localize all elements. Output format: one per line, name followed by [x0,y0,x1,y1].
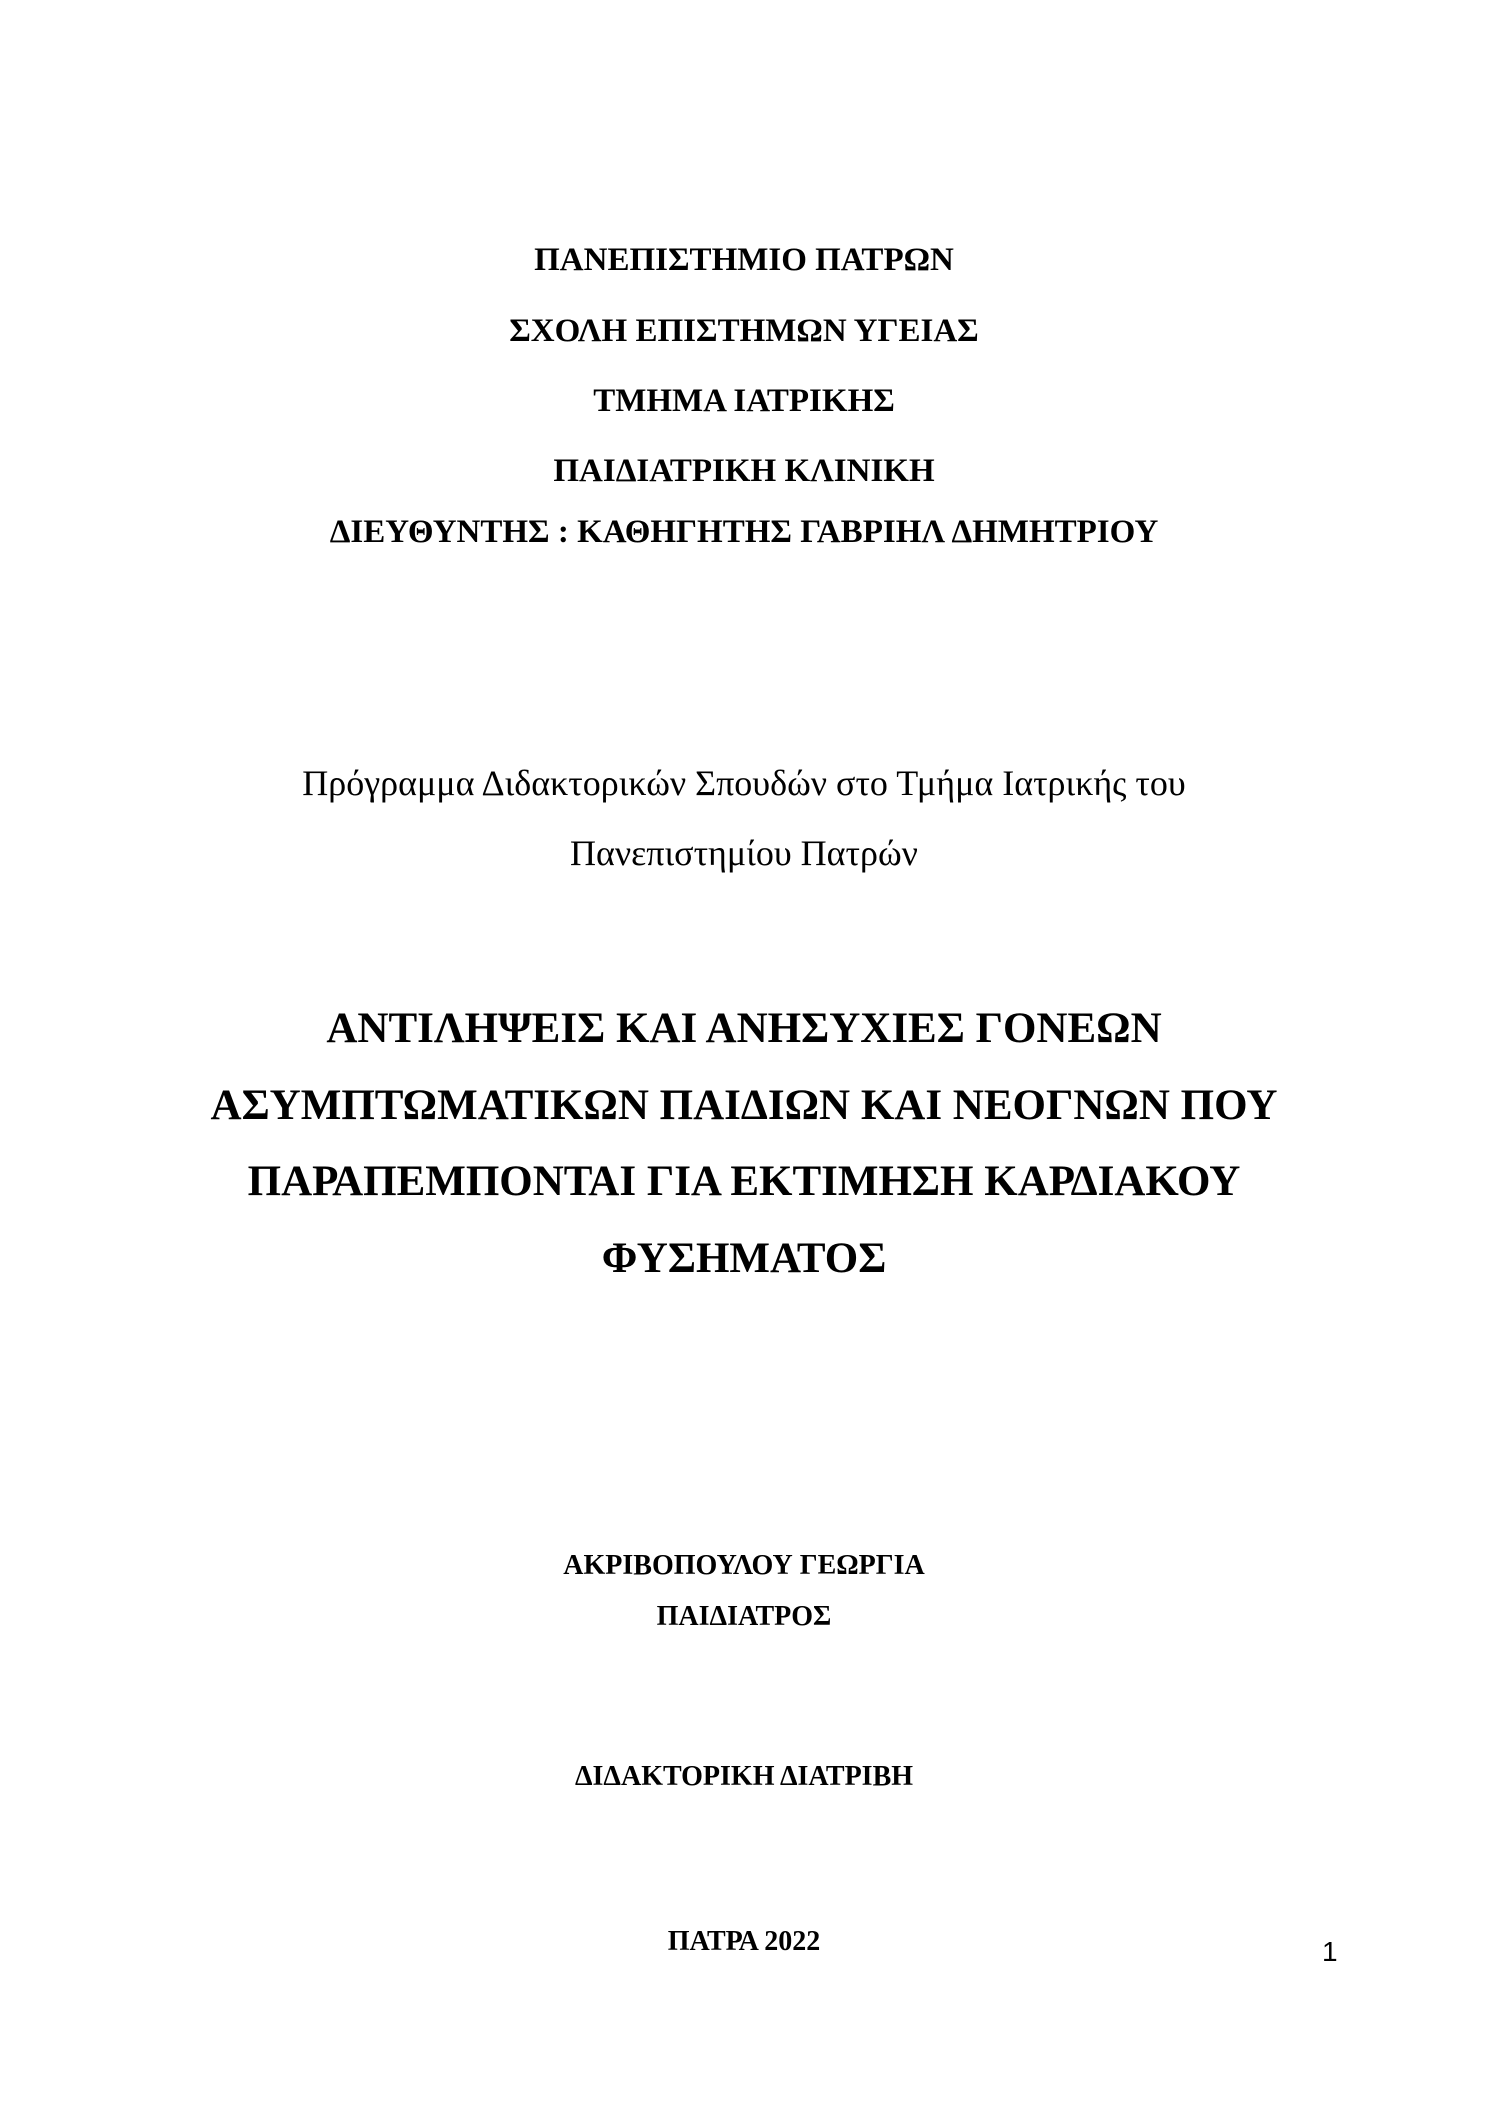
clinic-name: ΠΑΙΔΙΑΤΡΙΚΗ ΚΛΙΝΙΚΗ [553,453,935,489]
thesis-title-line-1: ΑΝΤΙΛΗΨΕΙΣ ΚΑΙ ΑΝΗΣΥΧΙΕΣ ΓΟΝΕΩΝ [326,1005,1162,1052]
author-specialty: ΠΑΙΔΙΑΤΡΟΣ [656,1601,832,1632]
author-name: ΑΚΡΙΒΟΠΟΥΛΟΥ ΓΕΩΡΓΙΑ [563,1550,925,1581]
department-name: ΤΜΗΜΑ ΙΑΤΡΙΚΗΣ [593,383,895,419]
director-line: ΔΙΕΥΘΥΝΤΗΣ : ΚΑΘΗΓΗΤΗΣ ΓΑΒΡΙΗΛ ΔΗΜΗΤΡΙΟΥ [329,514,1159,550]
school-name: ΣΧΟΛΗ ΕΠΙΣΤΗΜΩΝ ΥΓΕΙΑΣ [509,313,979,349]
program-line-2: Πανεπιστημίου Πατρών [570,833,918,873]
program-line-1: Πρόγραμμα Διδακτορικών Σπουδών στο Τμήμα Ιατρικής του [302,763,1186,803]
page-number: 1 [1322,1936,1338,1967]
place-year: ΠΑΤΡΑ 2022 [667,1926,821,1957]
thesis-title-line-2: ΑΣΥΜΠΤΩΜΑΤΙΚΩΝ ΠΑΙΔΙΩΝ ΚΑΙ ΝΕΟΓΝΩΝ ΠΟΥ [210,1082,1278,1129]
thesis-title-line-4: ΦΥΣΗΜΑΤΟΣ [601,1235,887,1282]
thesis-title-line-3: ΠΑΡΑΠΕΜΠΟΝΤΑΙ ΓΙΑ ΕΚΤΙΜΗΣΗ ΚΑΡΔΙΑΚΟΥ [247,1158,1241,1205]
university-name: ΠΑΝΕΠΙΣΤΗΜΙΟ ΠΑΤΡΩΝ [534,242,954,278]
document-type: ΔΙΔΑΚΤΟΡΙΚΗ ΔΙΑΤΡΙΒΗ [574,1761,914,1792]
